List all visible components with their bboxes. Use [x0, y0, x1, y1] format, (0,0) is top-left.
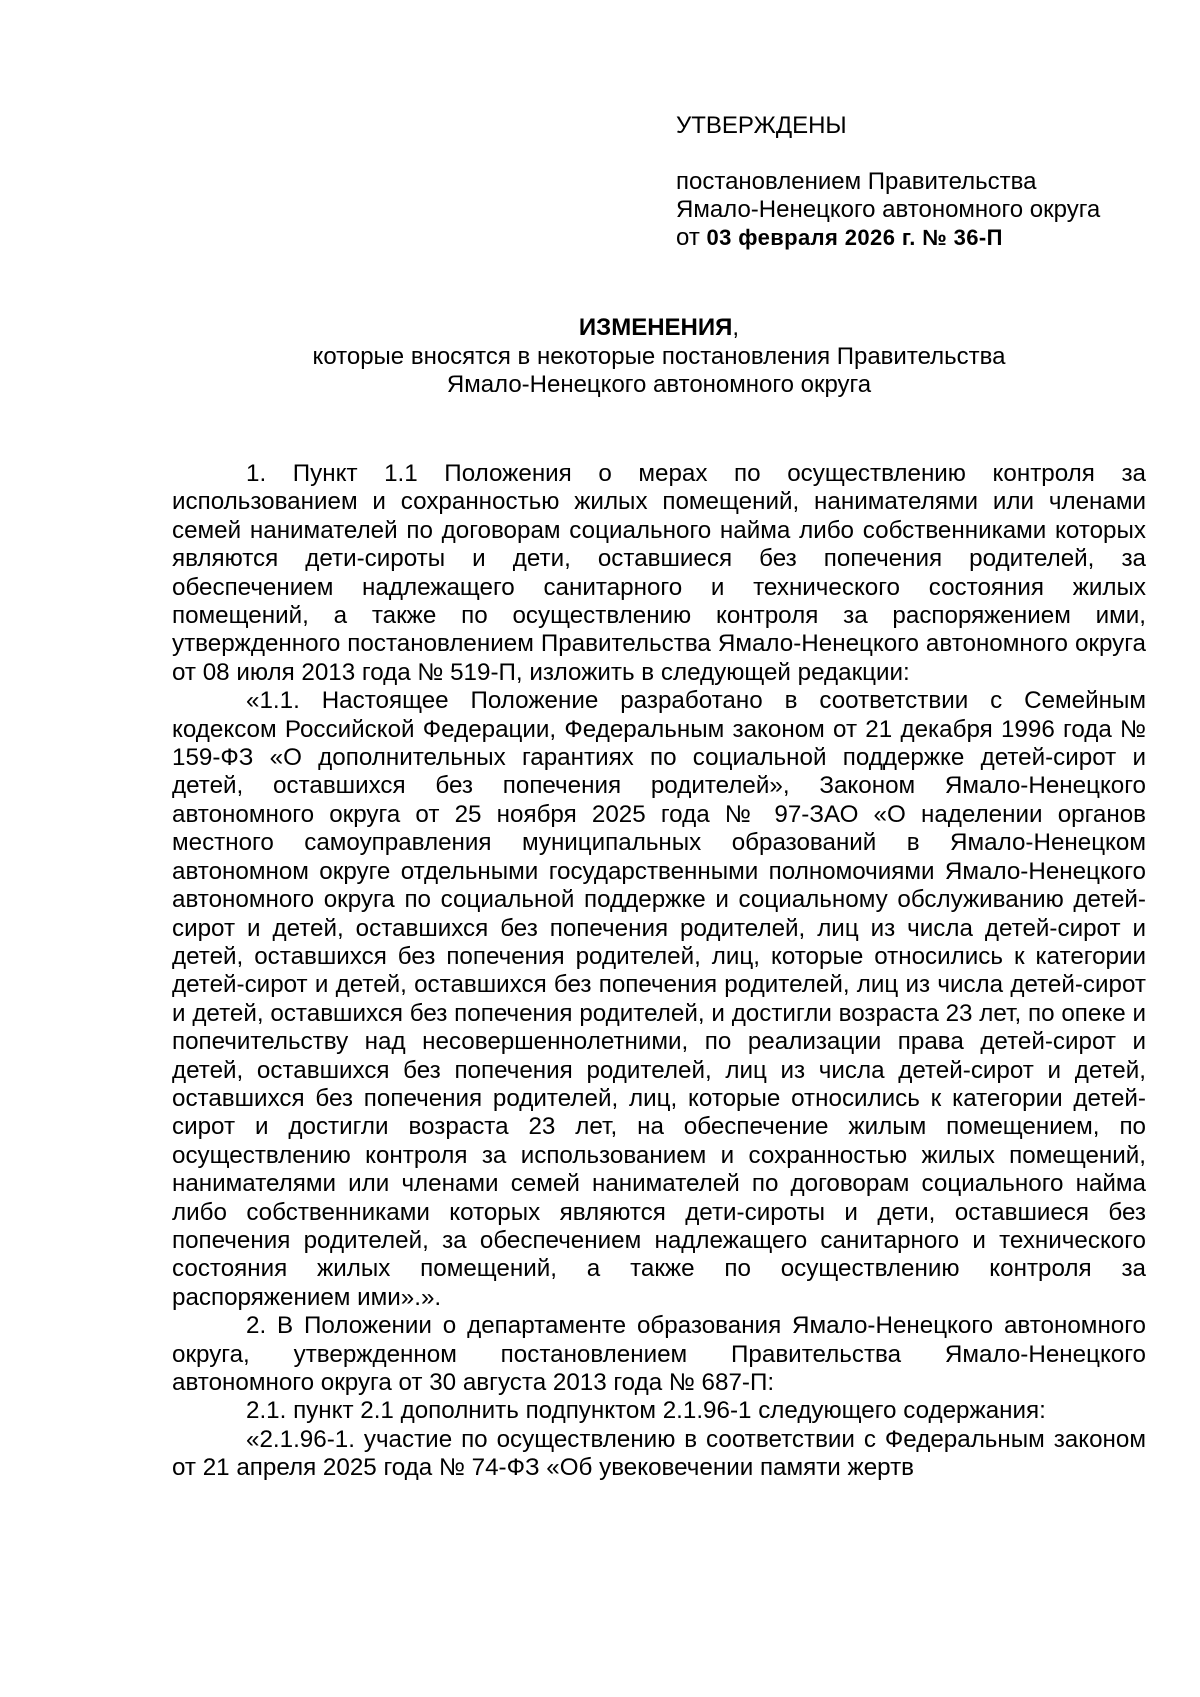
- approval-date-number: 03 февраля 2026 г. № 36-П: [706, 225, 1003, 250]
- title-comma: ,: [732, 314, 740, 341]
- approval-line-date: [676, 224, 1156, 252]
- paragraph-2-1-96-1: «2.1.96-1. участие по осуществлению в соответствии с Федеральным законом от 21 апреля 2025 года № 74-ФЗ «Об увековечении памяти жертв: [172, 1425, 1146, 1482]
- approval-stamp: [676, 112, 1156, 252]
- document-body: [172, 460, 1146, 1483]
- title-line-2: которые вносятся в некоторые постановления Правительства: [312, 342, 1006, 370]
- title-line-main: [172, 314, 1146, 343]
- approval-line-resolution: постановлением Правительства: [676, 168, 1037, 195]
- approval-from-prefix: от: [676, 224, 700, 251]
- paragraph-2-1: 2.1. пункт 2.1 дополнить подпунктом 2.1.96-1 следующего содержания:: [246, 1397, 1046, 1425]
- paragraph-1: 1. Пункт 1.1 Положения о мерах по осуществлению контроля за использованием и сохранностью жилых помещений, нанимателями или членами семей нанимателей по договорам социального найма либо собственниками которых являются дети-сироты и дети, оставшиеся без попечения родителей, за обеспечением надлежащего санитарного и технического состояния жилых помещений, а также по осуществлению контроля за распоряжением ими, утвержденного постановлением Правительства Ямало-Ненецкого автономного округа от 08 июля 2013 года № 519-П, изложить в следующей редакции:: [172, 460, 1146, 686]
- title-line-3: Ямало-Ненецкого автономного округа: [446, 371, 872, 399]
- document-title: [172, 314, 1146, 400]
- paragraph-2: 2. В Положении о департаменте образования Ямало-Ненецкого автономного округа, утвержденном постановлением Правительства Ямало-Ненецкого автономного округа от 30 августа 2013 года № 687-П:: [172, 1312, 1146, 1396]
- paragraph-1-1: «1.1. Настоящее Положение разработано в соответствии с Семейным кодексом Российской Федерации, Федеральным законом от 21 декабря 1996 года № 159-ФЗ «О дополнительных гарантиях по социальной поддержке детей-сирот и детей, оставшихся без попечения родителей», Законом Ямало-Ненецкого автономного округа от 25 ноября 2025 года № 97-ЗАО «О наделении органов местного самоуправления муниципальных образований в Ямало-Ненецком автономном округе отдельными государственными полномочиями Ямало-Ненецкого автономного округа по социальной поддержке и социальному обслуживанию детей-сирот и детей, оставшихся без попечения родителей, лиц из числа детей-сирот и детей, оставшихся без попечения родителей, лиц, которые относились к категории детей-сирот и детей, оставшихся без попечения родителей, лиц из числа детей-сирот и детей, оставшихся без попечения родителей, и достигли возраста 23 лет, по опеке и попечительству над несовершеннолетними, по реализации права детей-сирот и детей, оставшихся без попечения родителей, лиц из числа детей-сирот и детей, оставшихся без попечения родителей, лиц, которые относились к категории детей-сирот и достигли возраста 23 лет, на обеспечение жилым помещением, по осуществлению контроля за использованием и сохранностью жилых помещений, нанимателями или членами семей нанимателей по договорам социального найма либо собственниками которых являются дети-сироты и дети, оставшиеся без попечения родителей, за обеспечением надлежащего санитарного и технического состояния жилых помещений, а также по осуществлению контроля за распоряжением ими».».: [172, 687, 1146, 1311]
- approved-heading: УТВЕРЖДЕНЫ: [676, 112, 847, 139]
- approval-line-region: Ямало-Ненецкого автономного округа: [676, 196, 1101, 223]
- title-main: ИЗМЕНЕНИЯ: [578, 314, 733, 341]
